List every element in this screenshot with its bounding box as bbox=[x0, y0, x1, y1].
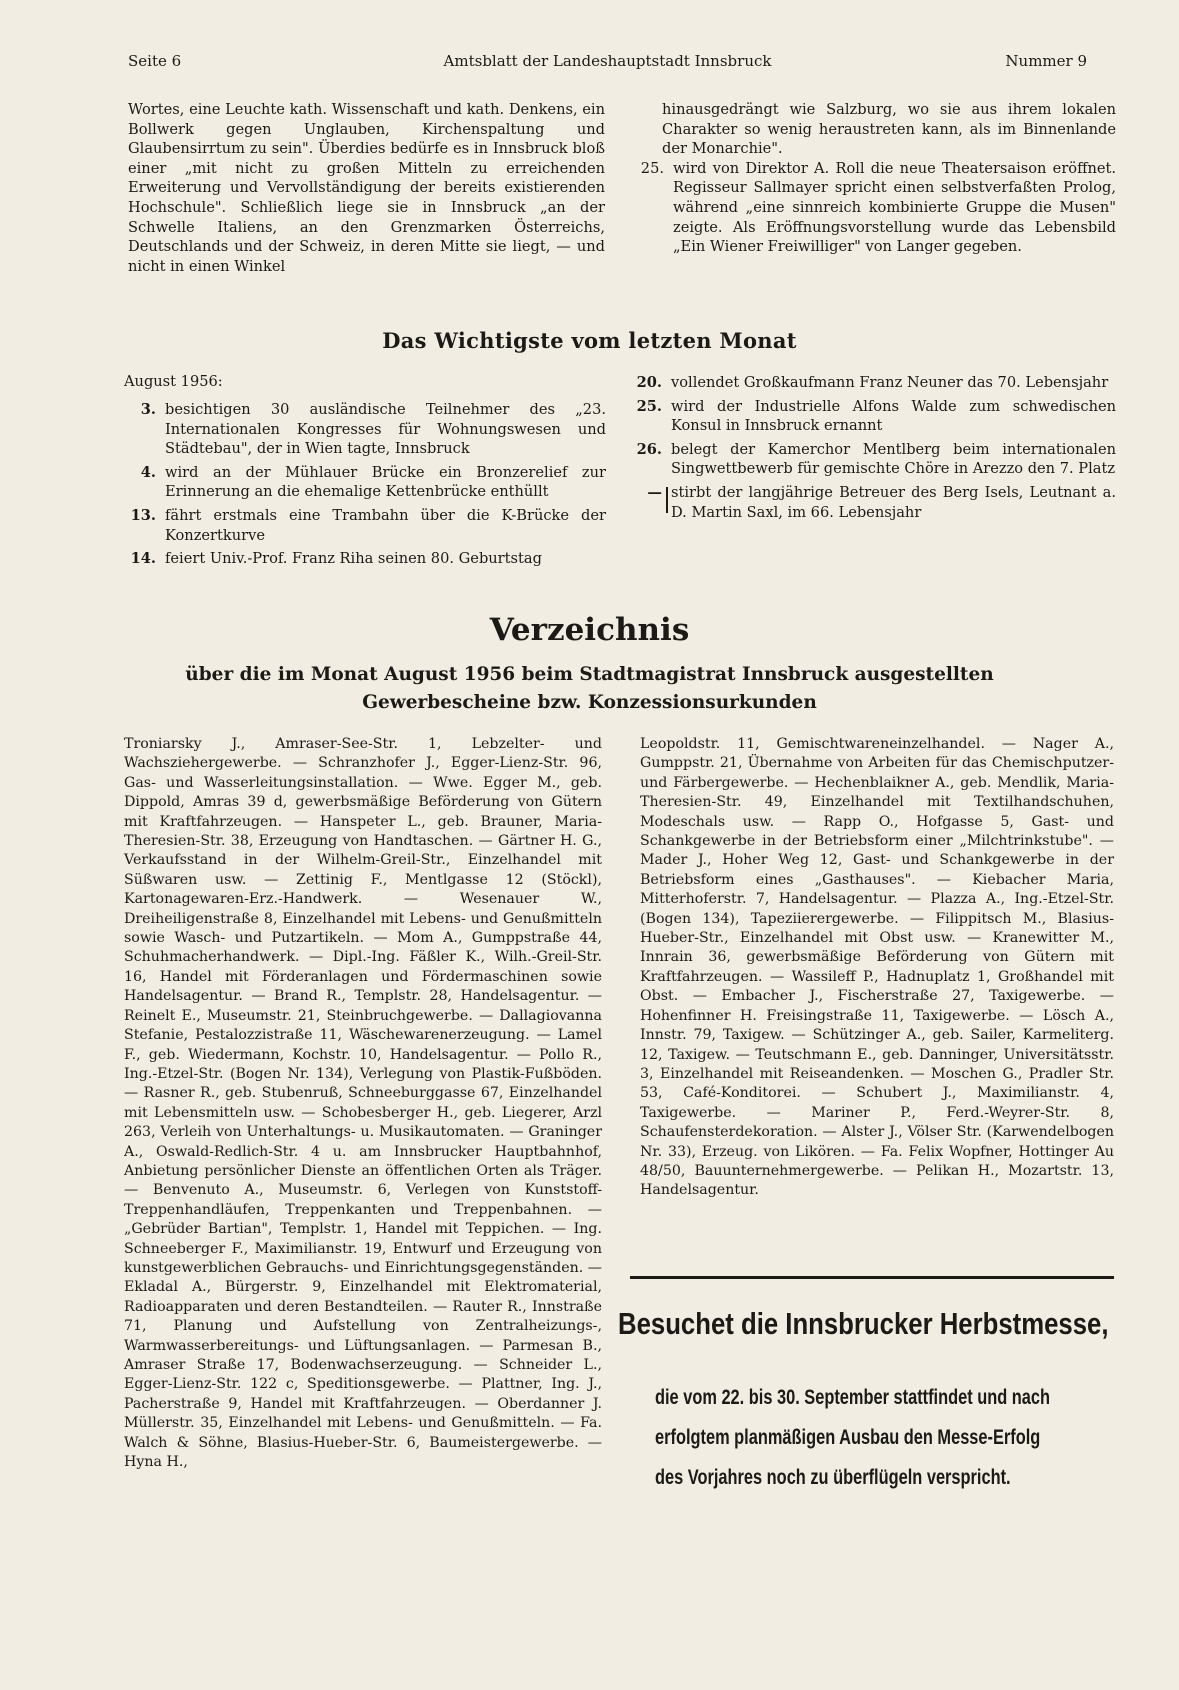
entry-day: 25. bbox=[640, 159, 664, 177]
advert-line-1: die vom 22. bis 30. September stattfindet und nach bbox=[655, 1386, 1051, 1409]
entry-text: vollendet Großkaufmann Franz Neuner das 70. Lebensjahr bbox=[671, 374, 1109, 391]
entry-text: wird der Industrielle Alfons Walde zum schwedischen Konsul in Innsbruck ernannt bbox=[671, 397, 1116, 435]
monthly-right-list bbox=[630, 373, 1116, 526]
register-subtitle-1: über die im Monat August 1956 beim Stadtmagistrat Innsbruck ausgestellten bbox=[185, 664, 994, 685]
list-item bbox=[630, 397, 1116, 436]
register-left-text: Troniarsky J., Amraser-See-Str. 1, Lebzelter- und Wachsziehergewerbe. — Schranzhofer J., Egger-Lienz-Str. 96, Gas- und Wasserleitungsinstallation. — Wwe. Egger M., geb. Dippold, Amras 39 d, gewerbsmäßige Beförderung von Gütern mit Kraftfahrzeugen. — Hanspeter L., geb. Brauner, Maria-Theresien-Str. 38, Erzeugung von Handtaschen. — Gärtner H. G., Verkaufsstand in der Wilhelm-Greil-Str., Einzelhandel mit Süßwaren usw. — Zettinig F., Mentlgasse 12 (Stöckl), Kartonagewaren-Erz.-Handwerk. — Wesenauer W., Dreiheiligenstraße 8, Einzelhandel mit Lebens- und Genußmitteln sowie Wasch- und Putzartikeln. — Mom A., Gumppstraße 44, Schuhmacherhandwerk. — Dipl.-Ing. Fäßler K., Wilh.-Greil-Str. 16, Handel mit Förderanlagen und Fördermaschinen sowie Handelsagentur. — Brand R., Templstr. 28, Handelsagentur. — Reinelt E., Museumstr. 21, Steinbruchgewerbe. — Dallagiovanna Stefanie, Pestalozzistraße 11, Wäschewarenerzeugung. — Lamel F., geb. Wiedermann, Kochstr. 10, Handelsagentur. — Pollo R., Ing.-Etzel-Str. (Bogen Nr. 134), Verlegung von Plastik-Fußböden. — Rasner R., geb. Stubenruß, Schneeburggasse 67, Einzelhandel mit Lebensmitteln usw. — Schobesberger H., geb. Liegerer, Arzl 263, Verleih von Unterhaltungs- u. Musikautomaten. — Graninger A., Oswald-Redlich-Str. 4 u. am Innsbrucker Hauptbahnhof, Anbietung persönlicher Dienste an öffentlichen Orten als Träger. — Benvenuto A., Museumstr. 6, Verlegen von Kunststoff-Treppenhandläufen, Treppenkanten und Treppenbahnen. — „Gebrüder Bartian", Templstr. 1, Handel mit Teppichen. — Ing. Schneeberger F., Maximilianstr. 19, Entwurf und Erzeugung von kunstgewerblichen Gebrauchs- und Einrichtungsgegenständen. — Ekladal A., Bürgerstr. 9, Einzelhandel mit Elektromaterial, Radioapparaten und deren Bestandteilen. — Rauter R., Innstraße 71, Planung und Aufstellung von Zentralheizungs-, Warmwasserbereitungs- und Lüftungsanlagen. — Parmesan B., Amraser Straße 17, Bodenwachserzeugung. — Schneider L., Egger-Lienz-Str. 122 c, Speditionsgewerbe. — Plattner, Ing. J., Pacherstraße 9, Handel mit Kraftfahrzeugen. — Oberdanner J. Müllerstr. 35, Einzelhandel mit Lebens- und Genußmitteln. — Fa. Walch & Söhne, Blasius-Hueber-Str. 6, Baumeistergewerbe. — Hyna H., bbox=[124, 736, 602, 1471]
advert-line-3: des Vorjahres noch zu überflügeln verspricht. bbox=[655, 1466, 1011, 1489]
monthly-section-title: Das Wichtigste vom letzten Monat bbox=[382, 328, 797, 353]
entry-day: 26. bbox=[636, 440, 662, 458]
advert-top-rule bbox=[630, 1276, 1114, 1279]
publication-title: Amtsblatt der Landeshauptstadt Innsbruck bbox=[443, 52, 772, 70]
month-label: August 1956: bbox=[124, 373, 223, 390]
entry-text: feiert Univ.-Prof. Franz Riha seinen 80. Geburtstag bbox=[165, 550, 542, 568]
advert-line-2: erfolgtem planmäßigen Ausbau den Messe-Erfolg bbox=[655, 1426, 1041, 1449]
register-title: Verzeichnis bbox=[489, 612, 690, 648]
list-item bbox=[124, 463, 606, 502]
entry-text: belegt der Kamerchor Mentlberg beim internationalen Singwettbewerb für gemischte Chöre in Arezzo den 7. Platz bbox=[671, 440, 1116, 478]
list-item bbox=[124, 400, 606, 459]
entry-day: 4. bbox=[140, 463, 156, 481]
entry-text: fährt erstmals eine Trambahn über die K-Brücke der Konzertkurve bbox=[165, 506, 606, 544]
entry-text: stirbt der langjährige Betreuer des Berg Isels, Leutnant a. D. Martin Saxl, im 66. Lebensjahr bbox=[671, 483, 1116, 521]
entry-text: besichtigen 30 ausländische Teilnehmer des „23. Internationalen Kongresses für Wohnungswesen und Städtebau", der in Wien tagte, Innsbruck bbox=[165, 401, 606, 458]
article-left-column bbox=[128, 100, 605, 276]
list-item bbox=[124, 506, 606, 545]
register-subtitle-2: Gewerbescheine bzw. Konzessionsurkunden bbox=[362, 692, 817, 713]
entry-day: 13. bbox=[130, 506, 156, 524]
entry-day: 20. bbox=[636, 374, 662, 391]
entry-day: 14. bbox=[130, 550, 156, 568]
monthly-left-list bbox=[124, 400, 606, 573]
entry-text: wird an der Mühlauer Brücke ein Bronzerelief zur Erinnerung an die ehemalige Kettenbrücke enthüllt bbox=[165, 463, 606, 501]
advert-title: Besuchet die Innsbrucker Herbstmesse, bbox=[618, 1306, 1109, 1341]
list-item bbox=[630, 373, 1116, 393]
list-item bbox=[124, 549, 606, 569]
register-right-column bbox=[640, 735, 1114, 1201]
page-number: Seite 6 bbox=[128, 52, 182, 70]
entry-text: wird von Direktor A. Roll die neue Theatersaison eröffnet. Regisseur Sallmayer spricht einen selbstverfaßten Prolog, während „eine sinnreich kombinierte Gruppe die Musen" zeigte. Als Eröffnungsvorstellung wurde das Lebensbild „Ein Wiener Freiwilliger" von Langer gegeben. bbox=[673, 159, 1116, 256]
list-item bbox=[630, 440, 1116, 479]
entry-day: — bbox=[647, 483, 662, 501]
article-right-text: hinausgedrängt wie Salzburg, wo sie aus ihrem lokalen Charakter so wenig heraustreten kann, als im Binnenlande der Monarchie". bbox=[662, 101, 1116, 158]
register-left-column bbox=[124, 735, 602, 1472]
page-header bbox=[128, 52, 1087, 74]
issue-number: Nummer 9 bbox=[1005, 52, 1087, 70]
entry-day: 25. bbox=[636, 397, 662, 415]
article-left-text: Wortes, eine Leuchte kath. Wissenschaft und kath. Denkens, ein Bollwerk gegen Unglauben, Kirchenspaltung und Glaubensirrtum zu sein". Überdies bedürfe es in Innsbruck bloß einer „mit nicht zu großen Mitteln zu erreichenden Erweiterung und Vervollständigung der bereits existierenden Hochschule". Schließlich liege sie in Innsbruck „an der Schwelle Italiens, an den Grenzmarken Österreichs, Deutschlands und der Schweiz, in deren Mitte sie liegt, — und nicht in einen Winkel bbox=[128, 101, 605, 275]
theater-entry bbox=[632, 159, 1116, 257]
register-right-text: Leopoldstr. 11, Gemischtwareneinzelhandel. — Nager A., Gumppstr. 21, Übernahme von Arbeiten für das Chemischputzer- und Färbergewerbe. — Hechenblaikner A., geb. Mendlik, Maria-Theresien-Str. 49, Einzelhandel mit Textilhandschuhen, Modeschals usw. — Rapp O., Hofgasse 5, Gast- und Schankgewerbe in der Betriebsform einer „Milchtrinkstube". — Mader J., Hoher Weg 12, Gast- und Schankgewerbe in der Betriebsform eines „Gasthauses". — Kiebacher Maria, Mitterhoferstr. 7, Handelsagentur. — Plazza A., Ing.-Etzel-Str. (Bogen 134), Tapeziierergewerbe. — Filippitsch M., Blasius-Hueber-Str., Einzelhandel mit Obst usw. — Kranewitter M., Innrain 36, gewerbsmäßige Beförderung von Gütern mit Kraftfahrzeugen. — Wassileff P., Hadnuplatz 1, Großhandel mit Obst. — Embacher J., Fischerstraße 27, Taxigewerbe. — Hohenfinner H. Freisingstraße 11, Taxigewerbe. — Lösch A., Innstr. 79, Taxigew. — Schützinger A., geb. Sailer, Karmeliterg. 12, Taxigew. — Teutschmann E., geb. Danninger, Universitätsstr. 3, Einzelhandel mit Reiseandenken. — Moschen G., Pradler Str. 53, Café-Konditorei. — Schubert J., Maximilianstr. 4, Taxigewerbe. — Mariner P., Ferd.-Weyrer-Str. 8, Schaufensterdekoration. — Alster J., Völser Str. (Karwendelbogen Nr. 33), Erzeug. von Likören. — Fa. Felix Wopfner, Hottinger Au 48/50, Bauunternehmergewerbe. — Pelikan H., Mozartstr. 13, Handelsagentur. bbox=[640, 736, 1114, 1199]
list-item bbox=[630, 483, 1116, 522]
entry-day: 3. bbox=[140, 401, 156, 418]
article-right-column bbox=[640, 100, 1116, 261]
